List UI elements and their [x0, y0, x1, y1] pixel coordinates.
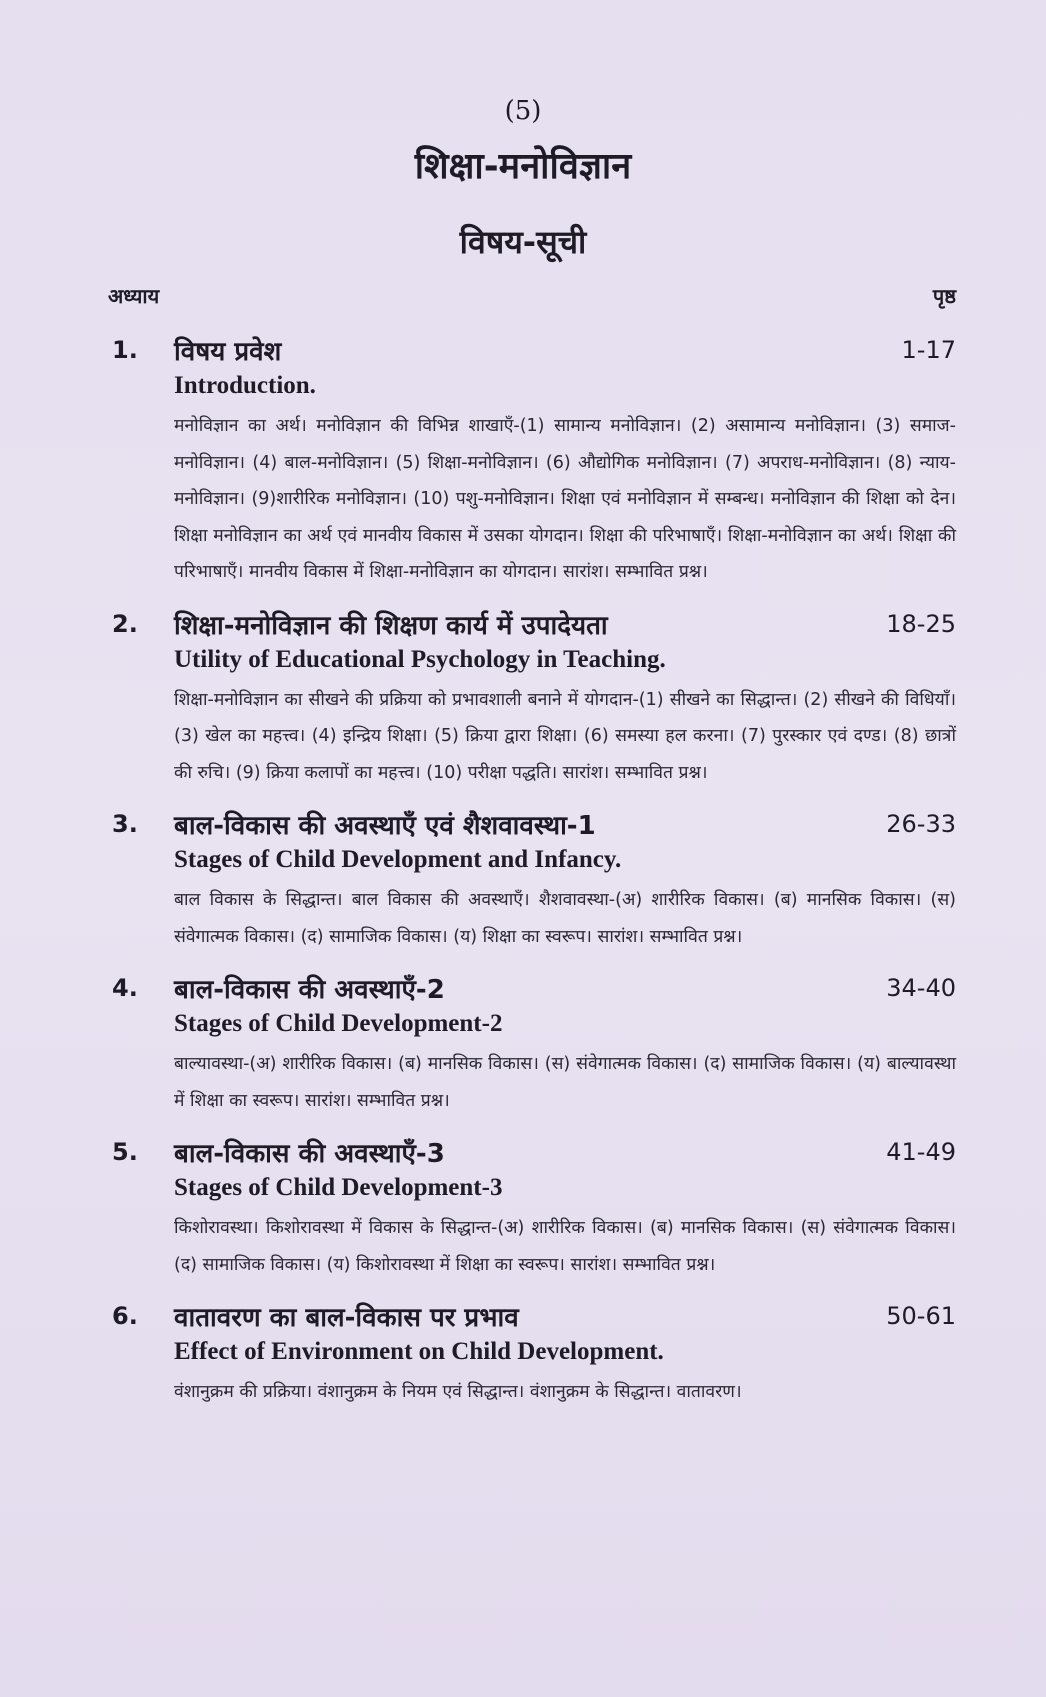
chapter-entry-4 [108, 964, 956, 1119]
chapter-entry-3 [108, 800, 956, 955]
chapter-page-range: 41-49 [886, 1138, 956, 1166]
subject-title: शिक्षा-मनोविज्ञान [414, 146, 632, 187]
chapter-description: बाल्यावस्था-(अ) शारीरिक विकास। (ब) मानसिक विकास। (स) संवेगात्मक विकास। (द) सामाजिक विकास। (य) बाल्यावस्था में शिक्षा का स्वरूप। सारांश। सम्भावित प्रश्न। [174, 1054, 956, 1111]
chapter-entry-5 [108, 1128, 956, 1283]
chapter-number: 6. [112, 1302, 138, 1330]
chapter-entry-6 [108, 1292, 956, 1411]
chapter-number: 3. [112, 810, 138, 838]
volume-number: (5) [504, 96, 542, 126]
chapter-title: बाल-विकास की अवस्थाएँ-3 [174, 1139, 445, 1169]
chapter-description: शिक्षा-मनोविज्ञान का सीखने की प्रक्रिया को प्रभावशाली बनाने में योगदान-(1) सीखने का सिद्धान्त। (2) सीखने की विधियाँ। (3) खेल का महत्त्व। (4) इन्द्रिय शिक्षा। (5) क्रिया द्वारा शिक्षा। (6) समस्या हल करना। (7) पुरस्कार एवं दण्ड। (8) छात्रों की रुचि। (9) क्रिया कलापों का महत्त्व। (10) परीक्षा पद्धति। सारांश। सम्भावित प्रश्न। [174, 689, 956, 783]
chapter-description: बाल विकास के सिद्धान्त। बाल विकास की अवस्थाएँ। शैशवावस्था-(अ) शारीरिक विकास। (ब) मानसिक विकास। (स) संवेगात्मक विकास। (द) सामाजिक विकास। (य) शिक्षा का स्वरूप। सारांश। सम्भावित प्रश्न। [174, 890, 956, 947]
chapter-page-range: 26-33 [886, 810, 956, 838]
chapter-number: 1. [112, 336, 138, 364]
chapter-description: वंशानुक्रम की प्रक्रिया। वंशानुक्रम के नियम एवं सिद्धान्त। वंशानुक्रम के सिद्धान्त। वातावरण। [174, 1382, 742, 1402]
chapter-page-range: 18-25 [886, 609, 956, 638]
chapter-english-title: Stages of Child Development and Infancy. [174, 846, 622, 873]
chapter-list [108, 326, 956, 1420]
chapter-title: विषय प्रवेश [174, 337, 282, 367]
chapter-entry-1 [108, 326, 956, 591]
chapter-english-title: Stages of Child Development-2 [174, 1010, 503, 1037]
chapter-page-range: 50-61 [886, 1302, 956, 1330]
chapter-description: मनोविज्ञान का अर्थ। मनोविज्ञान की विभिन्न शाखाएँ-(1) सामान्य मनोविज्ञान। (2) असामान्य मनोविज्ञान। (3) समाज-मनोविज्ञान। (4) बाल-मनोविज्ञान। (5) शिक्षा-मनोविज्ञान। (6) औद्योगिक मनोविज्ञान। (7) अपराध-मनोविज्ञान। (8) न्याय-मनोविज्ञान। (9)शारीरिक मनोविज्ञान। (10) पशु-मनोविज्ञान। शिक्षा एवं मनोविज्ञान में सम्बन्ध। मनोविज्ञान की शिक्षा को देन। शिक्षा मनोविज्ञान का अर्थ एवं मानवीय विकास में उसका योगदान। शिक्षा की परिभाषाएँ। शिक्षा-मनोविज्ञान का अर्थ। शिक्षा की परिभाषाएँ। मानवीय विकास में शिक्षा-मनोविज्ञान का योगदान। सारांश। सम्भावित प्रश्न। [174, 416, 956, 582]
chapter-number: 2. [112, 609, 138, 638]
table-of-contents-title: विषय-सूची [459, 223, 587, 261]
page-column-header: पृष्ठ [932, 284, 956, 308]
chapter-title: शिक्षा-मनोविज्ञान की शिक्षण कार्य में उपादेयता [174, 610, 608, 641]
chapter-number: 4. [112, 974, 138, 1002]
chapter-page-range: 1-17 [901, 336, 956, 364]
chapter-title: वातावरण का बाल-विकास पर प्रभाव [174, 1303, 519, 1333]
chapter-english-title: Utility of Educational Psychology in Teaching. [174, 645, 666, 673]
chapter-column-header: अध्याय [108, 284, 160, 308]
chapter-english-title: Stages of Child Development-3 [174, 1174, 503, 1201]
chapter-title: बाल-विकास की अवस्थाएँ-2 [174, 975, 445, 1005]
chapter-english-title: Effect of Environment on Child Development. [174, 1338, 664, 1365]
chapter-number: 5. [112, 1138, 138, 1166]
chapter-title: बाल-विकास की अवस्थाएँ एवं शैशवावस्था-1 [174, 811, 596, 841]
chapter-english-title: Introduction. [174, 372, 316, 399]
chapter-page-range: 34-40 [886, 974, 956, 1002]
chapter-entry-2 [108, 600, 956, 792]
chapter-description: किशोरावस्था। किशोरावस्था में विकास के सिद्धान्त-(अ) शारीरिक विकास। (ब) मानसिक विकास। (स) संवेगात्मक विकास। (द) सामाजिक विकास। (य) किशोरावस्था में शिक्षा का स्वरूप। सारांश। सम्भावित प्रश्न। [174, 1218, 956, 1275]
